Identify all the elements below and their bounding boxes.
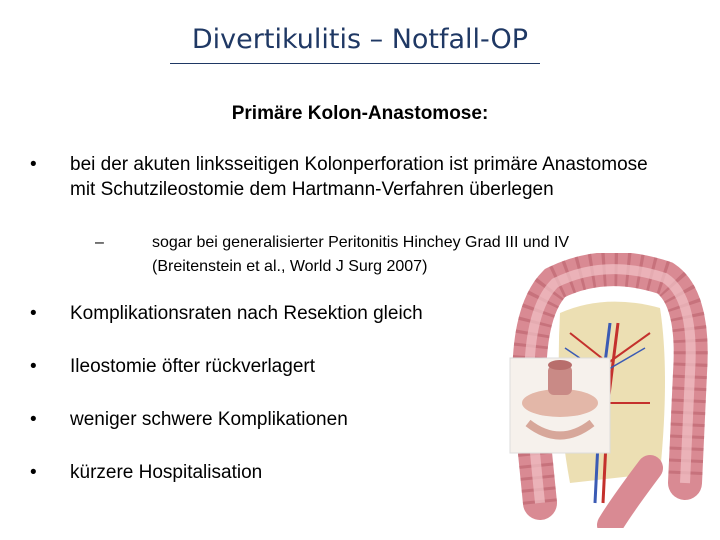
slide-subtitle: Primäre Kolon-Anastomose: — [231, 103, 489, 124]
bullet-item — [30, 354, 490, 379]
bullet-glyph: • — [30, 303, 37, 324]
sub-bullet-glyph: – — [95, 234, 104, 251]
image-watermark: © otventrum.ch — [640, 516, 705, 525]
colon-illustration — [500, 253, 710, 528]
bullet-glyph: • — [30, 154, 37, 175]
bullet-glyph: • — [30, 356, 37, 377]
title-underline — [170, 63, 540, 64]
bullet-item — [30, 407, 490, 432]
bullet-text: bei der akuten linksseitigen Kolonperforation ist primäre Anastomose mit Schutzileostomie dem Hartmann-Verfahren überlegen — [70, 154, 648, 200]
bullet-item — [30, 460, 490, 485]
bullet-glyph: • — [30, 409, 37, 430]
bullet-glyph: • — [30, 462, 37, 483]
bullet-text: weniger schwere Komplikationen — [70, 409, 348, 430]
bullet-item — [30, 152, 670, 202]
bullet-text: Komplikationsraten nach Resektion gleich — [70, 303, 423, 324]
bullet-text: Ileostomie öfter rückverlagert — [70, 356, 315, 377]
slide-title: Divertikulitis – Notfall-OP — [191, 24, 529, 55]
bullet-item — [30, 301, 510, 326]
bullet-text: kürzere Hospitalisation — [70, 462, 263, 483]
sub-bullet-text: sogar bei generalisierter Peritonitis Hinchey Grad III und IV (Breitenstein et al., World J Surg 2007) — [152, 234, 570, 275]
